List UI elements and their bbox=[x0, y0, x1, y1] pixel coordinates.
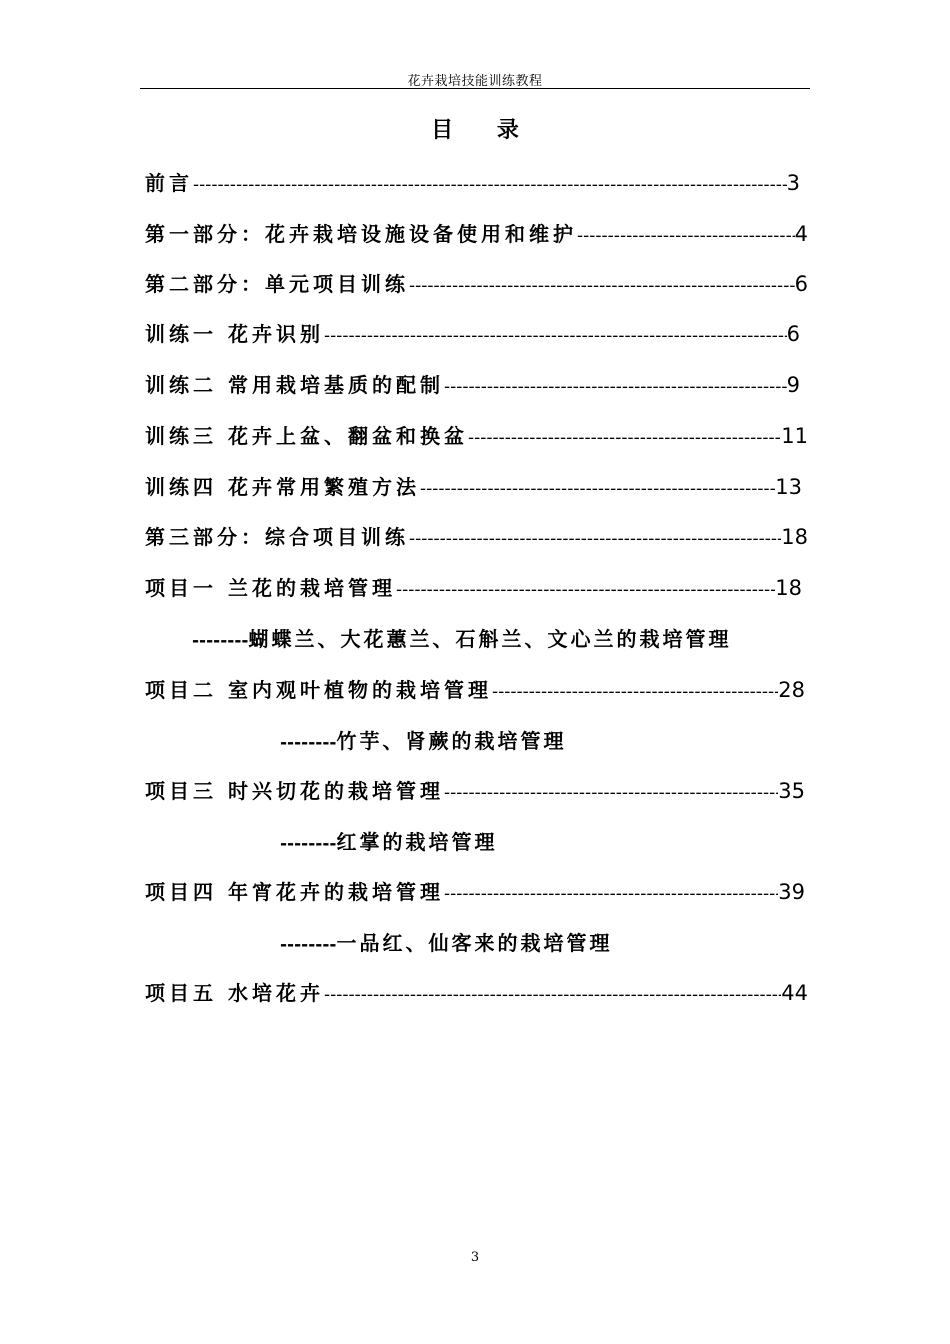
toc-entry-page: 11 bbox=[781, 424, 808, 448]
toc-entry-label: 项目五 水培花卉 bbox=[145, 981, 324, 1005]
toc-entry-preface[interactable] bbox=[145, 169, 800, 197]
toc-entry-page: 6 bbox=[786, 322, 800, 346]
dot-leader bbox=[324, 981, 781, 1007]
toc-entry-page: 39 bbox=[778, 880, 805, 904]
dot-leader bbox=[396, 576, 775, 602]
dot-leader bbox=[468, 424, 781, 450]
subtitle-text: 蝴蝶兰、大花蕙兰、石斛兰、文心兰的栽培管理 bbox=[248, 627, 732, 651]
toc-entry-project-1[interactable] bbox=[145, 574, 802, 602]
toc-entry-label: 第一部分：花卉栽培设施设备使用和维护 bbox=[145, 222, 577, 246]
toc-subtitle-project-4 bbox=[280, 929, 612, 957]
subtitle-text: 红掌的栽培管理 bbox=[336, 830, 498, 854]
toc-subtitle-project-1 bbox=[192, 625, 731, 653]
toc-entry-label: 项目三 时兴切花的栽培管理 bbox=[145, 779, 444, 803]
toc-entry-page: 9 bbox=[786, 373, 800, 397]
toc-entry-project-4[interactable] bbox=[145, 878, 805, 906]
page-number: 3 bbox=[470, 1250, 480, 1265]
toc-entry-page: 28 bbox=[778, 678, 805, 702]
toc-entry-label: 项目二 室内观叶植物的栽培管理 bbox=[145, 678, 492, 702]
toc-entry-label: 训练一 花卉识别 bbox=[145, 322, 324, 346]
subtitle-dash: -------- bbox=[280, 834, 337, 854]
toc-entry-page: 4 bbox=[794, 222, 808, 246]
toc-subtitle-project-2 bbox=[280, 727, 566, 755]
dot-leader bbox=[444, 779, 778, 805]
subtitle-dash: -------- bbox=[280, 935, 337, 955]
toc-entry-training-3[interactable] bbox=[145, 422, 808, 450]
toc-entry-project-3[interactable] bbox=[145, 777, 805, 805]
page-title: 目 录 bbox=[431, 117, 519, 143]
toc-entry-page: 18 bbox=[781, 525, 808, 549]
toc-entry-training-2[interactable] bbox=[145, 371, 800, 399]
subtitle-text: 一品红、仙客来的栽培管理 bbox=[336, 931, 613, 955]
toc-entry-training-1[interactable] bbox=[145, 320, 800, 348]
subtitle-dash: -------- bbox=[280, 733, 337, 753]
toc-entry-page: 18 bbox=[775, 576, 802, 600]
toc-entry-page: 44 bbox=[781, 981, 808, 1005]
running-header: 花卉栽培技能训练教程 bbox=[407, 74, 543, 89]
toc-entry-part-1[interactable] bbox=[145, 220, 808, 248]
toc-subtitle-project-3 bbox=[280, 828, 497, 856]
dot-leader bbox=[577, 222, 795, 248]
subtitle-dash: -------- bbox=[192, 631, 249, 651]
toc-entry-project-5[interactable] bbox=[145, 979, 808, 1007]
dot-leader bbox=[444, 373, 787, 399]
dot-leader bbox=[193, 171, 787, 197]
toc-entry-label: 项目四 年宵花卉的栽培管理 bbox=[145, 880, 444, 904]
toc-entry-label: 前言 bbox=[145, 171, 193, 195]
dot-leader bbox=[420, 475, 775, 501]
toc-entry-training-4[interactable] bbox=[145, 473, 802, 501]
toc-entry-label: 第三部分：综合项目训练 bbox=[145, 525, 409, 549]
dot-leader bbox=[492, 678, 778, 704]
subtitle-text: 竹芋、肾蕨的栽培管理 bbox=[336, 729, 567, 753]
toc-entry-page: 13 bbox=[775, 475, 802, 499]
toc-entry-part-3[interactable] bbox=[145, 523, 808, 551]
toc-entry-page: 6 bbox=[794, 272, 808, 296]
dot-leader bbox=[324, 322, 787, 348]
dot-leader bbox=[409, 272, 795, 298]
toc-entry-page: 35 bbox=[778, 779, 805, 803]
toc-entry-label: 项目一 兰花的栽培管理 bbox=[145, 576, 396, 600]
toc-entry-project-2[interactable] bbox=[145, 676, 805, 704]
toc-entry-page: 3 bbox=[786, 171, 800, 195]
toc-entry-label: 训练四 花卉常用繁殖方法 bbox=[145, 475, 420, 499]
toc-entry-label: 训练三 花卉上盆、翻盆和换盆 bbox=[145, 424, 468, 448]
toc-entry-label: 训练二 常用栽培基质的配制 bbox=[145, 373, 444, 397]
toc-entry-label: 第二部分：单元项目训练 bbox=[145, 272, 409, 296]
toc-entry-part-2[interactable] bbox=[145, 270, 808, 298]
dot-leader bbox=[444, 880, 778, 906]
dot-leader bbox=[409, 525, 781, 551]
